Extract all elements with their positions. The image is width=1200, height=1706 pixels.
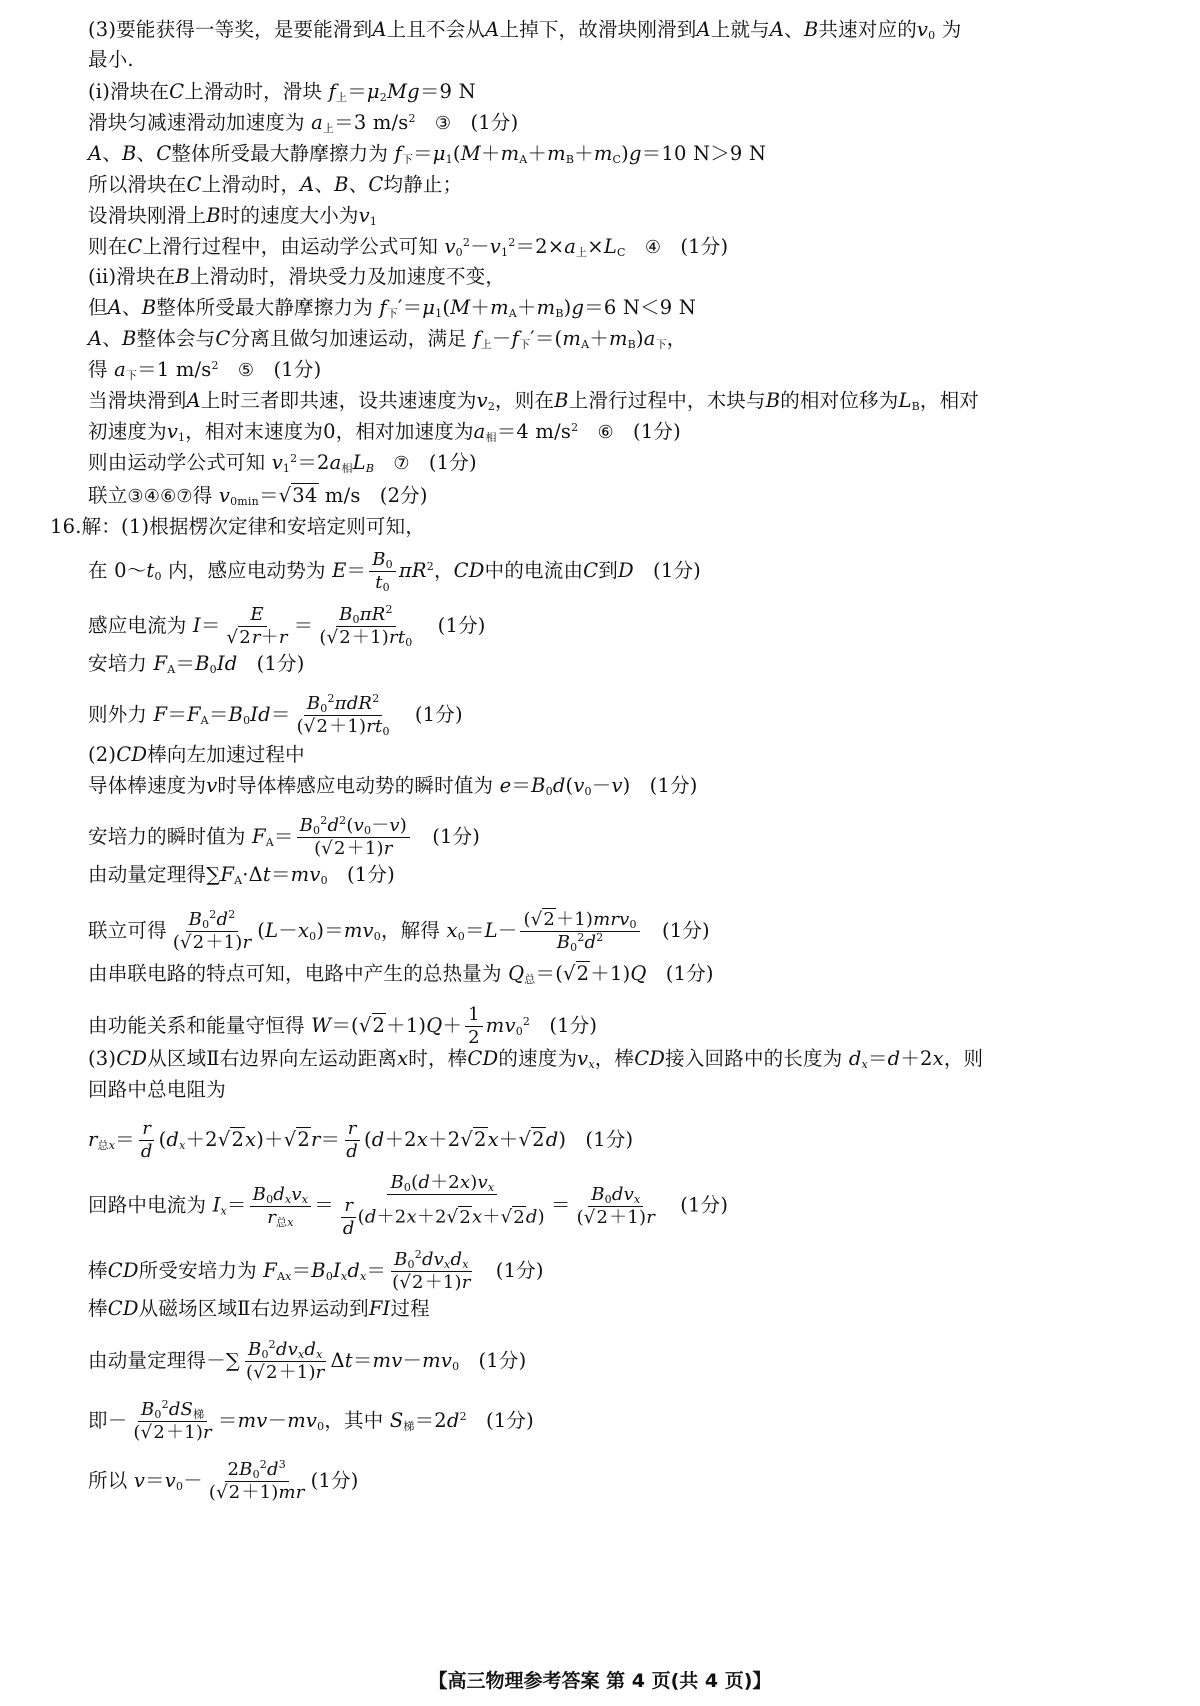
text-line: (ⅱ)滑块在B上滑动时，滑块受力及加速度不变， [88, 265, 506, 288]
text-line: 回路中总电阻为 [88, 1078, 226, 1101]
text-line: 感应电流为 I＝ $\frac{E}{√2r+r}$ ＝ $\frac{B_0\pi R^2}{(√2+1)rt_0}$ (1分) [88, 603, 486, 649]
text-line: A、B、C整体所受最大静摩擦力为 $f_下=\mu_1(M+m_A+m_B+m_C)g=10$ N＞9 N [88, 142, 767, 166]
text-line: $r_{总x}=$ $\frac{r}{d}$ $(d_x+2√2x)+√2r=$ $\frac{r}{d}$ (d＋2x＋2√2x＋√2d) (1分) [88, 1118, 634, 1162]
text-line: 导体棒速度为v时导体棒感应电动势的瞬时值为 $e=B_0d(v_0-v)$ (1分) [88, 774, 698, 798]
text-line: (3)CD从区域Ⅱ右边界向左运动距离x时，棒CD的速度为$v_x$，棒CD接入回路中的长度为 $d_x=d+2x$，则 [88, 1047, 984, 1071]
text-line: 由串联电路的特点可知，电路中产生的总热量为 $Q_总=(√2+1)Q$ (1分) [88, 962, 714, 986]
page-footer: 【高三物理参考答案 第 4 页(共 4 页)】 [428, 1670, 772, 1692]
text-line: 回路中电流为 $I_x=$ $\frac{B_0d_xv_x}{r_{总x}}$ ＝ $B_0(d+2x)v_x$ $\frac{r}{d}$ (d＋2x＋2√2x＋√2d) ＝ $\frac{B_0dv_x}{(√2+1)r}$ (1分) [88, 1172, 729, 1239]
text-line: (2)CD棒向左加速过程中 [88, 743, 305, 766]
text-line: 所以滑块在C上滑动时，A、B、C均静止； [88, 173, 463, 196]
text-line: 联立③④⑥⑦得 $v_{0min}=√34$ m/s (2分) [88, 484, 428, 508]
text-line: 安培力的瞬时值为 $F_A=$ $\frac{B_0^2d^2(v_0-v)}{(√2+1)r}$ (1分) [88, 814, 481, 859]
text-line: 则在C上滑行过程中，由运动学公式可知 $v_0^2-v_1^2=2\times a_上\times L_C$ ④ (1分) [88, 235, 729, 259]
text-line: 安培力 $F_A=B_0Id$ (1分) [88, 652, 305, 676]
text-line: 在 $0\sim t_0$ 内，感应电动势为 E＝ $\frac{B_0}{t_0}$ $\pi R^2$，CD中的电流由C到D (1分) [88, 549, 701, 594]
text-line: 当滑块滑到A上时三者即共速，设共速速度为$v_2$，则在B上滑行过程中，木块与B的相对位移为$L_B$，相对 [88, 389, 979, 413]
text-line: 由功能关系和能量守恒得 W＝(√2＋1)Q＋ $\frac{1}{2}$ $mv_0^2$ (1分) [88, 1004, 598, 1048]
text-line: 则外力 $F=F_A=B_0Id=$ $\frac{B_0^2\pi dR^2}{(√2+1)rt_0}$ (1分) [88, 692, 463, 738]
text-line: (3)要能获得一等奖，是要能滑到A上且不会从A上掉下，故滑块刚滑到A上就与A、B共速对应的$v_0$ 为 [88, 18, 962, 42]
text-line: 所以 $v=v_0-$ $\frac{2B_0^2d^3}{(√2+1)mr}$ (1分) [88, 1458, 359, 1503]
text-line: A、B整体会与C分离且做匀加速运动，满足 $f_上-f_下'=(m_A+m_B)a_下$， [88, 327, 687, 351]
text-line: 最小. [88, 48, 134, 71]
text-line: 联立可得 $\frac{B_0^2d^2}{(√2+1)r}$ $(L-x_0)=mv_0$，解得 $x_0=L-$ $\frac{(√2+1)mrv_0}{B_0^2d^2}$ (1分) [88, 908, 710, 954]
text-line: 得 $a_下=1$ $m/s^2$ ⑤ (1分) [88, 358, 322, 382]
text-line: (ⅰ)滑块在C上滑动时，滑块 $f_上=\mu_2Mg=9$ N [88, 80, 476, 104]
text-line: 但A、B整体所受最大静摩擦力为 $f_下'=\mu_1(M+m_A+m_B)g=6$ N＜9 N [88, 296, 697, 320]
text-line: 由动量定理得$\sum F_A\cdot\Delta t=mv_0$ (1分) [88, 863, 395, 887]
text-line: 16.解：(1)根据楞次定律和安培定则可知， [50, 515, 426, 538]
text-line: 即－ $\frac{B_0^2dS_梯}{(√2+1)r}$ $=mv-mv_0$，其中 $S_梯=2d^2$ (1分) [88, 1398, 534, 1443]
text-line: 设滑块刚滑上B时的速度大小为$v_1$ [88, 204, 378, 228]
text-line: 棒CD从磁场区域Ⅱ右边界运动到FI过程 [88, 1297, 430, 1320]
text-line: 棒CD所受安培力为 $F_{Ax}=B_0I_xd_x=$ $\frac{B_0^2dv_xd_x}{(√2+1)r}$ (1分) [88, 1248, 544, 1293]
text-line: 则由运动学公式可知 $v_1^2=2a_相L_B$ ⑦ (1分) [88, 451, 477, 475]
text-line: 滑块匀减速滑动加速度为 $a_上=3$ $m/s^2$ ③ (1分) [88, 111, 519, 135]
text-line: 初速度为$v_1$，相对末速度为0，相对加速度为$a_相=4$ $m/s^2$ ⑥ (1分) [88, 420, 681, 444]
text-line: 由动量定理得－∑ $\frac{B_0^2dv_xd_x}{(√2+1)r}$ $\Delta t=mv-mv_0$ (1分) [88, 1338, 527, 1383]
